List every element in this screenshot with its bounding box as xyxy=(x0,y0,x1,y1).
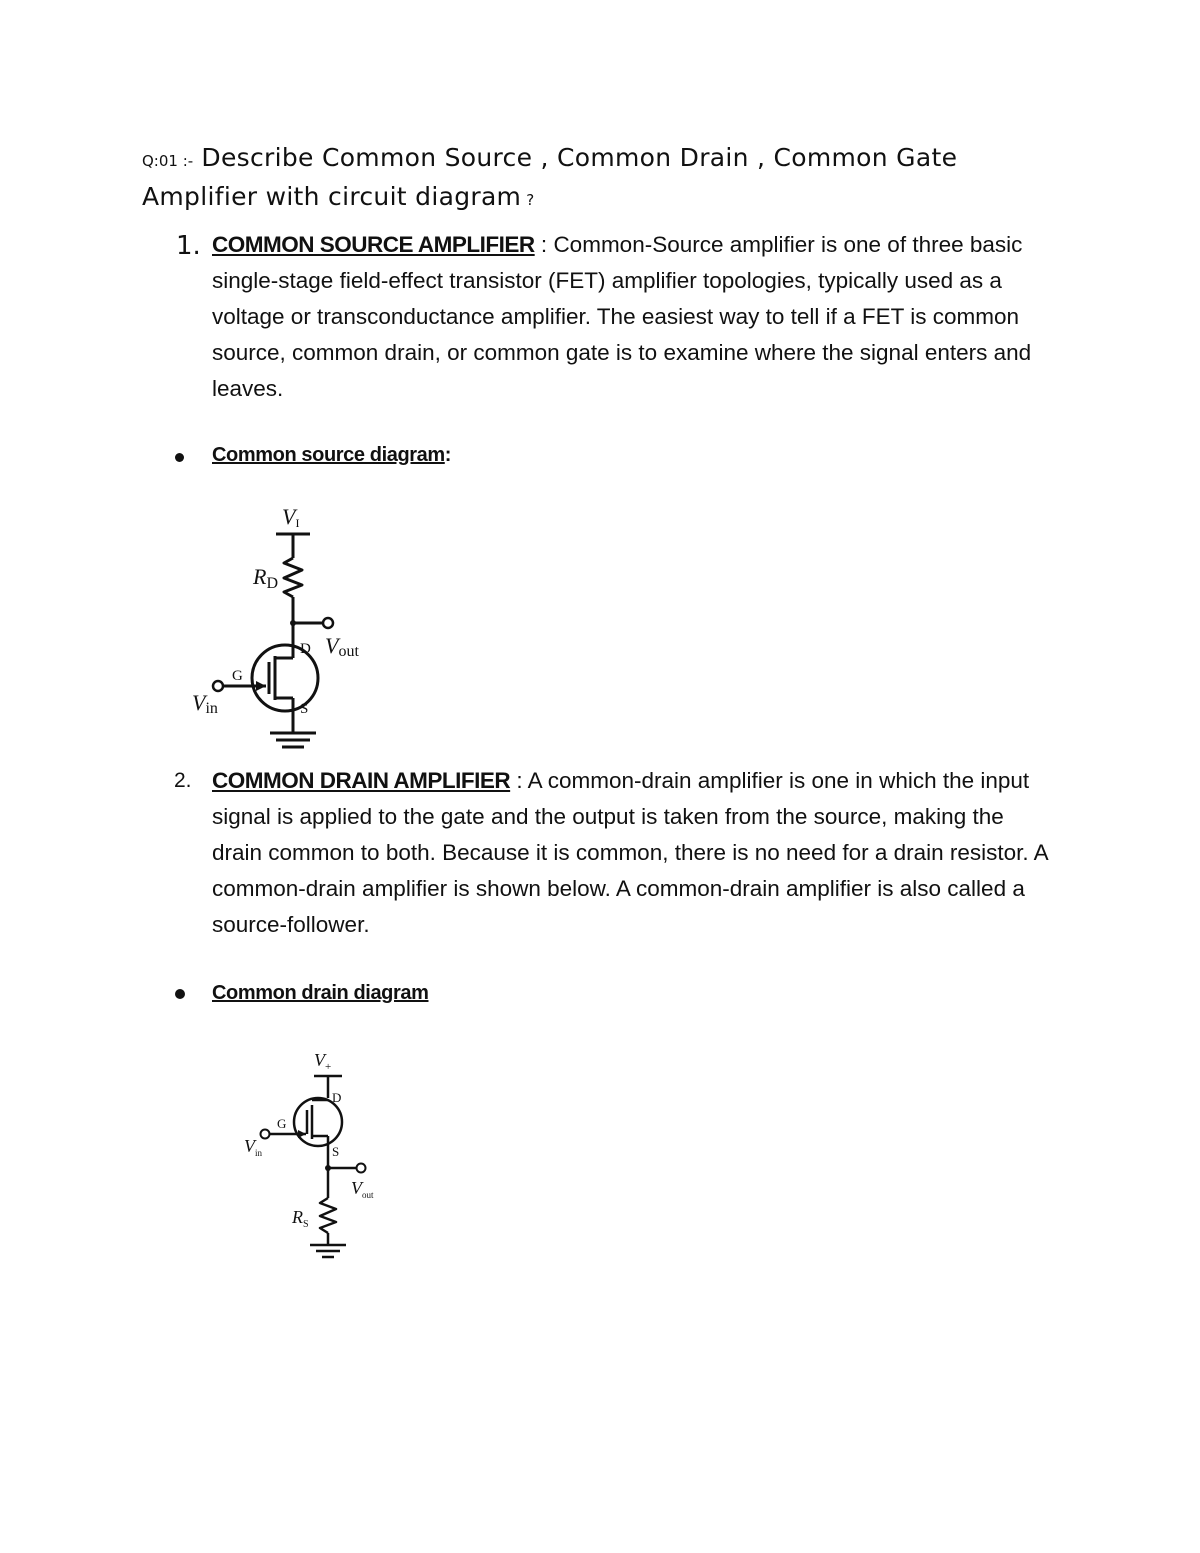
cs-gate-label: G xyxy=(232,668,243,684)
svg-text:Vout xyxy=(325,633,359,660)
bullet-dot-1 xyxy=(175,453,184,462)
bullet-common-drain xyxy=(212,982,428,1005)
cs-resistor-label: R xyxy=(253,564,267,589)
cs-source-label: S xyxy=(300,701,309,717)
common-drain-diagram xyxy=(236,1048,396,1263)
cs-vin-label: V xyxy=(192,690,206,715)
cs-vout-label: V xyxy=(325,633,339,658)
section-1-paragraph xyxy=(212,227,1052,407)
cd-supply-sub: + xyxy=(325,1061,332,1073)
bullet-common-source xyxy=(212,444,451,467)
question-mark: ? xyxy=(521,191,535,209)
section-1-separator: : xyxy=(534,232,554,257)
cd-gate-label: G xyxy=(277,1116,287,1131)
cd-resistor-sub: S xyxy=(303,1219,309,1230)
svg-text:Vin xyxy=(192,690,218,717)
cs-resistor-sub: D xyxy=(266,575,279,592)
cd-supply-label: V xyxy=(314,1050,325,1070)
section-2-paragraph xyxy=(212,763,1052,943)
cd-vout-label: V xyxy=(351,1178,362,1198)
svg-text:VI xyxy=(282,504,299,530)
section-2-separator: : xyxy=(510,768,528,793)
section-2-body: A common-drain amplifier is one in which the input signal is applied to the gate and the output is taken from the source, making the drain common to both. Because it is common, there is no need for a drain resistor. A common-drain amplifier is shown below. A common-drain amplifier is also called a source-follower. xyxy=(212,768,1048,937)
cs-drain-label: D xyxy=(300,641,311,657)
section-2-heading: COMMON DRAIN AMPLIFIER xyxy=(212,768,511,793)
section-2-number: 2. xyxy=(174,769,192,792)
cd-vin-sub: in xyxy=(255,1148,263,1158)
svg-text:V+ xyxy=(314,1050,331,1073)
question-text: Describe Common Source , Common Drain , Common Gate Amplifier with circuit diagram xyxy=(142,143,958,211)
cd-source-label: S xyxy=(332,1144,340,1159)
bullet-common-drain-label: Common drain diagram xyxy=(212,982,429,1004)
svg-text:RS xyxy=(291,1207,309,1230)
common-source-diagram xyxy=(180,498,380,758)
cd-vin-label: V xyxy=(244,1136,255,1156)
bullet-common-source-suffix: : xyxy=(444,444,452,466)
question-heading xyxy=(142,140,1062,218)
bullet-dot-2 xyxy=(175,989,185,999)
cd-vout-sub: out xyxy=(362,1190,374,1200)
cs-vout-sub: out xyxy=(338,643,359,660)
bullet-common-source-label: Common source diagram xyxy=(212,444,445,466)
cs-vin-sub: in xyxy=(205,700,218,717)
section-1-number: 1. xyxy=(176,231,201,261)
question-number: Q:01 :- xyxy=(142,152,194,170)
section-1-heading: COMMON SOURCE AMPLIFIER xyxy=(212,232,535,257)
cs-supply-label: V xyxy=(282,504,296,529)
svg-text:Vout xyxy=(351,1178,374,1200)
cd-resistor-label: R xyxy=(292,1207,303,1227)
svg-text:RD xyxy=(252,564,278,592)
section-1-body: Common-Source amplifier is one of three basic single-stage field-effect transistor (FET) amplifier topologies, typically used as a voltage or transconductance amplifier. The easiest way to tell if a FET is common source, common drain, or common gate is to examine where the signal enters and leaves. xyxy=(212,232,1032,401)
cd-drain-label: D xyxy=(332,1090,342,1105)
svg-text:Vin xyxy=(244,1136,263,1158)
cs-supply-sub: I xyxy=(295,516,300,530)
